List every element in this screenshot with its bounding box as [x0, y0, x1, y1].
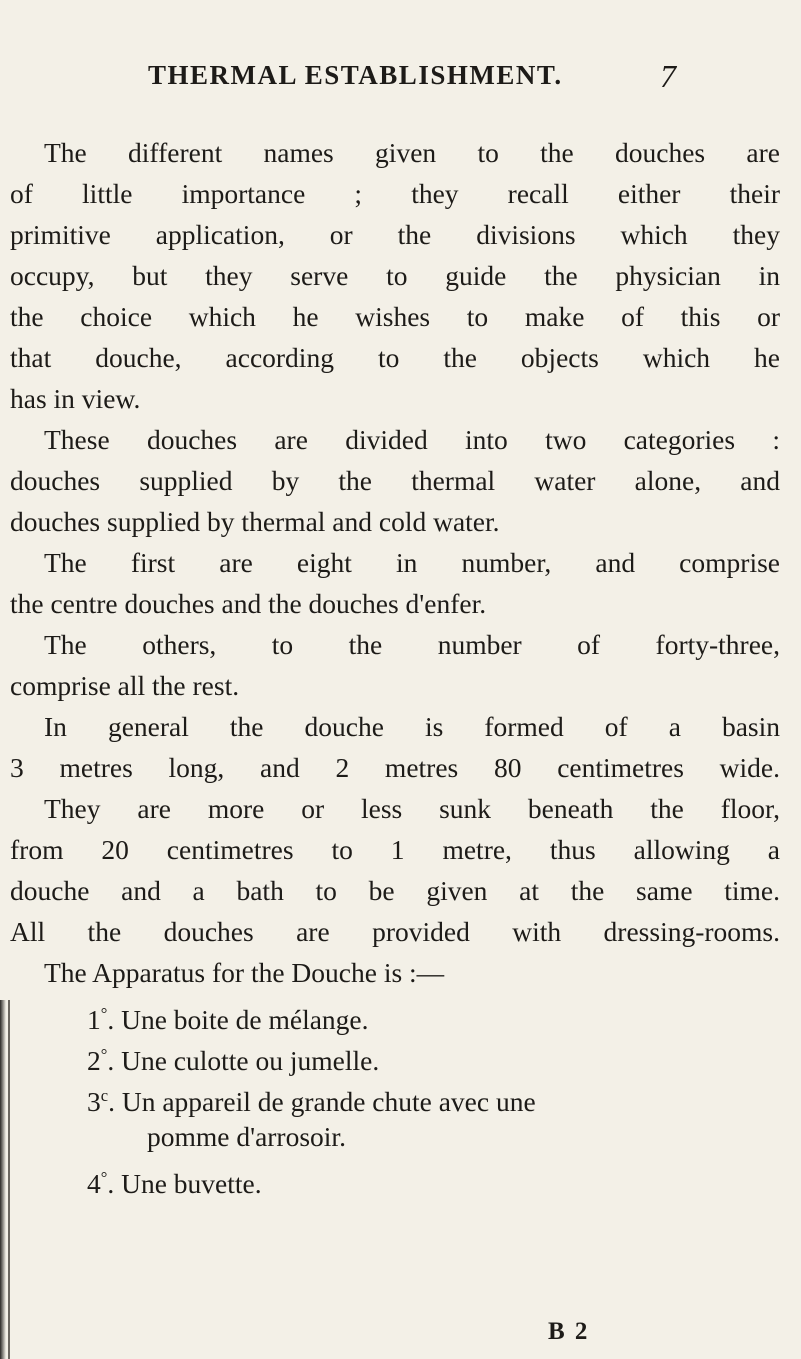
list-item-continuation: pomme d'arrosoir. — [147, 1121, 346, 1152]
text-line: from 20 centimetres to 1 metre, thus allowing a — [10, 834, 780, 865]
item-degree: ° — [100, 1004, 108, 1023]
text-line: These douches are divided into two categories : — [44, 424, 780, 455]
text-line: primitive application, or the divisions which they — [10, 219, 780, 250]
text-line: the choice which he wishes to make of this or — [10, 301, 780, 332]
paragraph — [10, 788, 780, 952]
paragraph — [10, 542, 780, 624]
text-line: douches supplied by thermal and cold water. — [10, 506, 500, 537]
item-degree: c — [100, 1086, 109, 1105]
item-text: . Une boite de mélange. — [107, 1003, 369, 1035]
item-degree: ° — [100, 1045, 108, 1064]
text-line: They are more or less sunk beneath the floor, — [44, 793, 780, 824]
text-line: has in view. — [10, 383, 141, 414]
apparatus-list — [10, 952, 780, 1198]
signature-mark: B 2 — [548, 1318, 590, 1345]
item-number: 3 — [87, 1085, 101, 1117]
spine-shadow — [0, 1000, 6, 1359]
page-number: 7 — [660, 58, 676, 94]
paragraph — [10, 706, 780, 788]
body-text — [10, 132, 780, 1198]
paragraph — [10, 419, 780, 542]
text-line: of little importance ; they recall either their — [10, 178, 780, 209]
item-text: . Une culotte ou jumelle. — [107, 1044, 380, 1076]
item-degree: ° — [100, 1168, 108, 1187]
paragraph — [10, 624, 780, 706]
text-line: occupy, but they serve to guide the physician in — [10, 260, 780, 291]
item-number: 1 — [87, 1003, 101, 1035]
text-line: the centre douches and the douches d'enfer. — [10, 588, 487, 619]
item-number: 2 — [87, 1044, 101, 1076]
text-line: douches supplied by the thermal water alone, and — [10, 465, 780, 496]
text-line: The first are eight in number, and comprise — [44, 547, 780, 578]
text-line: comprise all the rest. — [10, 670, 240, 701]
list-item — [10, 1157, 780, 1198]
paragraph — [10, 132, 780, 419]
text-line: All the douches are provided with dressing-rooms. — [10, 916, 780, 947]
item-text: . Une buvette. — [107, 1167, 262, 1199]
list-item — [10, 1075, 780, 1116]
text-line: The different names given to the douches are — [44, 137, 780, 168]
list-item — [10, 1034, 780, 1075]
text-line: that douche, according to the objects which he — [10, 342, 780, 373]
list-item — [10, 993, 780, 1034]
item-number: 4 — [87, 1167, 101, 1199]
apparatus-intro: The Apparatus for the Douche is :— — [44, 957, 445, 988]
item-text: . Un appareil de grande chute avec une — [108, 1085, 536, 1117]
text-line: In general the douche is formed of a basin — [44, 711, 780, 742]
text-line: douche and a bath to be given at the same time. — [10, 875, 780, 906]
running-head: THERMAL ESTABLISHMENT. — [148, 60, 563, 90]
text-line: 3 metres long, and 2 metres 80 centimetres wide. — [10, 752, 780, 783]
text-line: The others, to the number of forty-three, — [44, 629, 780, 660]
